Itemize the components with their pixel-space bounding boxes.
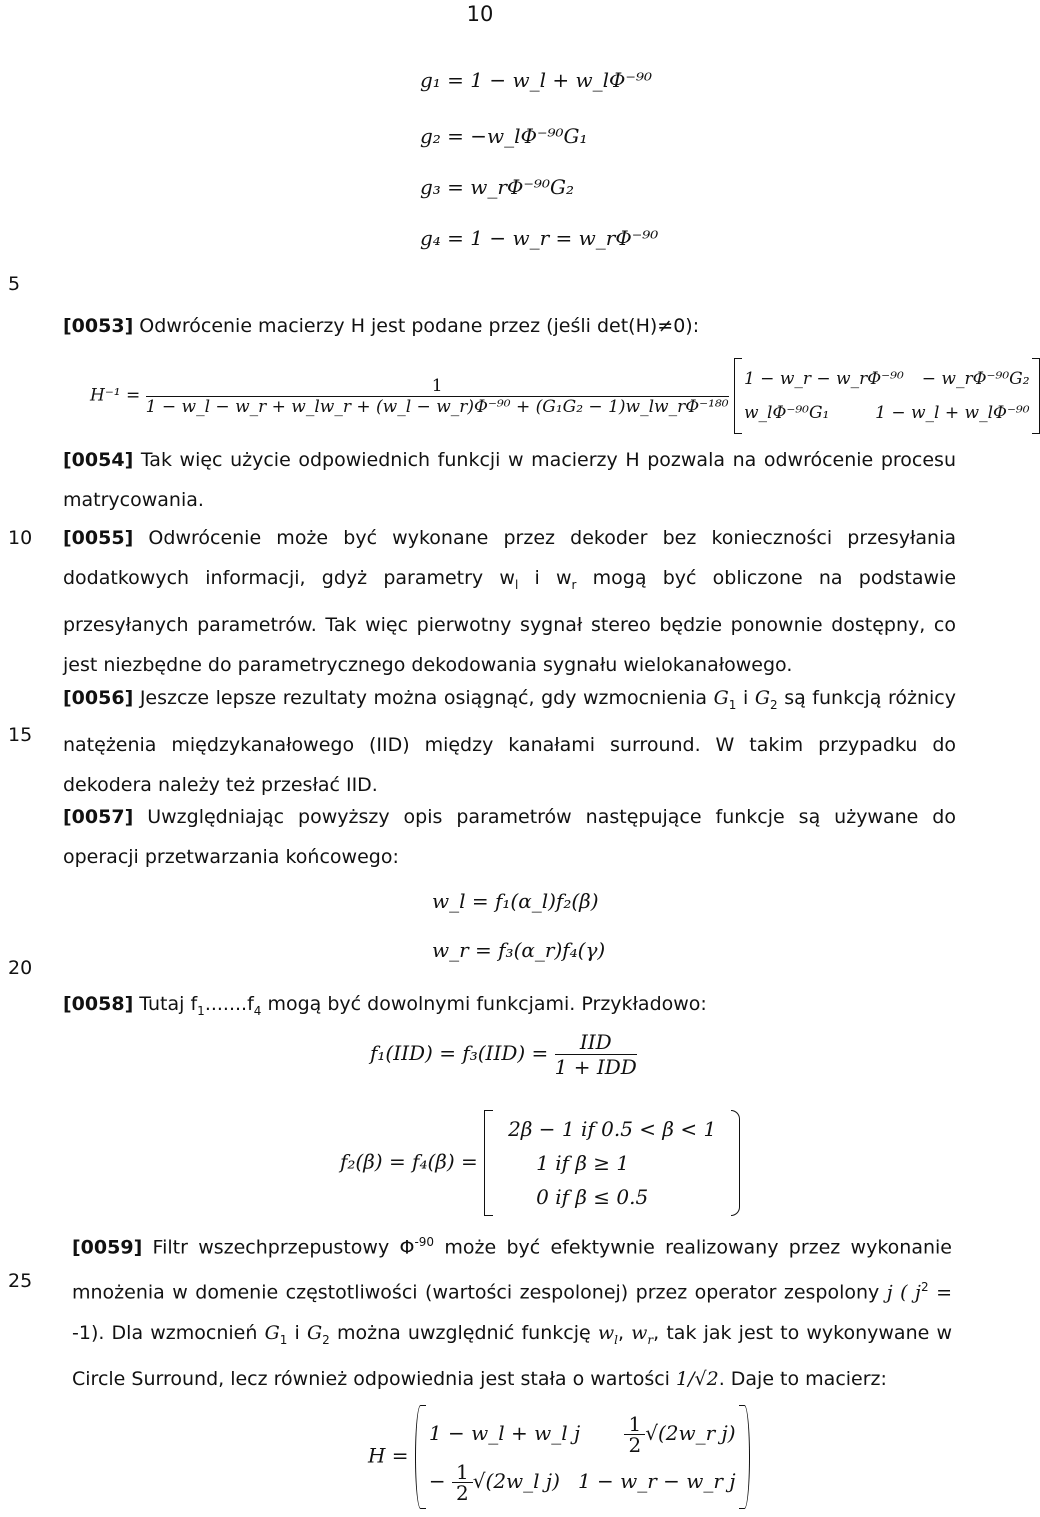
hinv-fraction [146,376,729,417]
page-number: 10 [466,2,494,26]
subscript: 4 [253,1003,262,1018]
symbol-w: w [597,1321,615,1344]
hinv-numerator: 1 [146,376,729,397]
paragraph-text: = -1). Dla wzmocnień [72,1281,952,1344]
superscript: 2 [920,1280,929,1295]
paragraph-tag: [0054] [63,449,134,471]
equation-g3: g₃ = w_rΦ⁻⁹⁰G₂ [420,175,574,199]
subscript: 1 [279,1332,288,1347]
paragraph-text: mogą być dowolnymi funkcjami. Przykładowo: [261,993,707,1015]
subscript: 1 [197,1003,205,1018]
paragraph-0054 [63,440,956,520]
line-number-20: 20 [8,957,33,979]
paragraph-text: mogą być obliczone na podstawie przesyłanych parametrów. Tak więc pierwotny sygnał stereo będzie ponownie dostępny, co jest niezbędne do parametrycznego dekodowania sygnału wielokanałowego. [63,567,957,676]
constant-value: 1/√2 [676,1368,719,1391]
subscript: r [571,577,577,592]
symbol-g: G [264,1321,280,1344]
f1-denominator: 1 + IDD [554,1055,637,1079]
paragraph-text: Odwrócenie macierzy H jest podane przez (jeśli det(H)≠0): [139,315,700,337]
hinv-lhs: H⁻¹ = [90,385,141,406]
paragraph-text: Odwrócenie może być wykonane przez dekoder bez konieczności przesyłania dodatkowych informacji, gdyż parametry w [63,527,956,589]
paragraph-text: Tutaj f [139,993,198,1015]
h-m21-rest: √(2w_l j) [472,1469,560,1493]
f2-case-3: 0 if β ≤ 0.5 [536,1185,649,1209]
h-m12-num: 1 [624,1414,645,1435]
line-number-5: 5 [8,273,21,295]
hinv-matrix [734,358,1040,434]
subscript: r [647,1332,654,1347]
equation-g1: g₁ = 1 − w_l + w_lΦ⁻⁹⁰ [420,68,652,92]
h-m12-den: 2 [628,1433,642,1457]
equation-h-inverse [90,358,1040,434]
equation-f2 [340,1110,740,1216]
f2-case-1: 2β − 1 if 0.5 < β < 1 [508,1117,717,1141]
subscript: 2 [322,1332,330,1347]
equation-f1 [370,1030,637,1079]
hinv-m21: w_lΦ⁻⁹⁰G₁ [743,403,830,423]
paragraph-tag: [0056] [63,687,134,709]
hinv-m22: 1 − w_l + w_lΦ⁻⁹⁰ [875,403,1030,423]
paragraph-tag: [0059] [72,1236,143,1259]
h-m22: 1 − w_r − w_r j [577,1469,736,1493]
f2-case-2: 1 if β ≥ 1 [536,1151,630,1175]
h-m12-rest: √(2w_r j) [645,1421,736,1445]
hinv-m11: 1 − w_r − w_rΦ⁻⁹⁰ [743,369,904,389]
paragraph-text: może być efektywnie realizowany przez wykonanie mnożenia w domenie częstotliwości (wartości zespolonej) przez operator zespolony [72,1236,952,1304]
h-m11: 1 − w_l + w_l j [428,1421,581,1445]
paragraph-0056 [63,678,956,805]
h-matrix [415,1405,750,1509]
paragraph-text: . Daje to macierz: [718,1368,887,1391]
paragraph-text: Uwzględniając powyższy opis parametrów następujące funkcje są używane do operacji przetwarzania końcowego: [63,806,956,868]
paragraph-text: i w [518,567,572,589]
line-number-10: 10 [8,527,33,549]
f1-fraction [555,1030,637,1079]
paragraph-0059 [72,1222,952,1399]
h-m21 [429,1457,560,1505]
f1-numerator: IID [555,1030,637,1055]
equation-wr: w_r = f₃(α_r)f₄(γ) [432,938,606,962]
equation-g2: g₂ = −w_lΦ⁻⁹⁰G₁ [420,124,588,148]
hinv-denominator: 1 − w_l − w_r + w_lw_r + (w_l − w_r)Φ⁻⁹⁰ + (G₁G₂ − 1)w_lw_rΦ⁻¹⁸⁰ [145,396,729,417]
paragraph-0058 [63,984,956,1031]
subscript: l [614,1332,618,1347]
line-number-25: 25 [8,1270,33,1292]
f1-lhs: f₁(IID) = f₃(IID) = [370,1041,549,1065]
equation-h-matrix [368,1405,750,1509]
paragraph-text: Tak więc użycie odpowiednich funkcji w macierzy H pozwala na odwrócenie procesu matrycowania. [63,449,956,511]
paragraph-tag: [0055] [63,527,134,549]
symbol-g: G [713,687,729,709]
paragraph-text: są funkcją różnicy natężenia międzykanałowego (IID) między kanałami surround. W takim przypadku do dekodera należy też przesłać IID. [63,687,957,796]
symbol-w: w [631,1321,648,1344]
symbol-g: G [306,1321,323,1344]
equation-g4: g₄ = 1 − w_r = w_rΦ⁻⁹⁰ [420,226,659,250]
h-m21-sign: − [428,1469,446,1493]
paragraph-text: i [736,687,755,709]
paragraph-tag: [0057] [63,806,134,828]
paragraph-0057 [63,797,956,877]
h-m21-den: 2 [456,1481,469,1505]
subscript: l [514,577,519,592]
hinv-m12: − w_rΦ⁻⁹⁰G₂ [921,369,1030,389]
f2-lhs: f₂(β) = f₄(β) = [340,1149,478,1174]
paragraph-text: i [287,1321,307,1344]
paragraph-0055 [63,518,956,685]
subscript: 2 [770,697,778,712]
subscript: 1 [728,697,737,712]
paragraph-text: , tak jak jest to wykonywane w Circle Surround, lecz również odpowiednia jest stała o wartości [72,1321,952,1391]
paragraph-text: można uwzględnić funkcję [329,1321,598,1344]
symbol-g: G [754,687,771,709]
f2-cases [484,1110,740,1216]
paragraph-text: , [617,1321,632,1344]
paragraph-text: .......f [204,993,254,1015]
h-lhs: H = [368,1443,409,1468]
paragraph-tag: [0058] [63,993,134,1015]
superscript: -90 [414,1235,435,1249]
paragraph-text: Jeszcze lepsze rezultaty można osiągnąć, gdy wzmocnienia [139,687,714,709]
line-number-15: 15 [8,724,33,746]
paragraph-text: Filtr wszechprzepustowy Φ [152,1236,415,1259]
equation-wl: w_l = f₁(α_l)f₂(β) [432,889,599,913]
h-m12 [624,1409,735,1457]
symbol-j: j ( j [886,1281,921,1304]
paragraph-0053 [63,306,956,346]
paragraph-tag: [0053] [63,315,134,337]
h-m21-num: 1 [452,1462,473,1483]
